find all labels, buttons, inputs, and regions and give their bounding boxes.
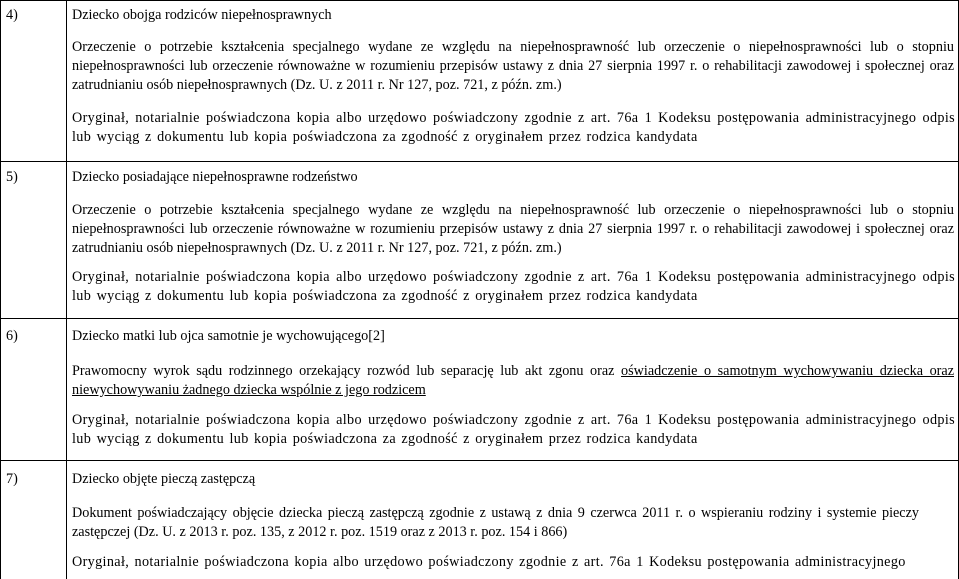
row-number: 5) — [6, 169, 18, 185]
table-column-divider — [66, 0, 67, 579]
row-divider — [0, 161, 959, 162]
requirement-text: Orzeczenie o potrzebie kształcenia specjalnego wydane ze względu na niepełnosprawność lub orzeczenie o niepełnosprawności lub o stopniu niepełnosprawności lub orzeczenie równoważne w rozumieniu przepisów ustawy z dnia 27 sierpnia 1997 r. o rehabilitacji zawodowej i społecznej oraz zatrudnianiu osób niepełnosprawnych (Dz. U. z 2011 r. Nr 127, poz. 721, z późn. zm.) — [72, 202, 954, 256]
row-number: 4) — [6, 7, 18, 23]
row-title: Dziecko posiadające niepełnosprawne rodzeństwo — [72, 169, 358, 185]
requirement-text: Orzeczenie o potrzebie kształcenia specjalnego wydane ze względu na niepełnosprawność lub orzeczenie o niepełnosprawności lub o stopniu niepełnosprawności lub orzeczenie równoważne w rozumieniu przepisów ustawy z dnia 27 sierpnia 1997 r. o rehabilitacji zawodowej i społecznej oraz zatrudnianiu osób niepełnosprawnych (Dz. U. z 2011 r. Nr 127, poz. 721, z późn. zm.) — [72, 39, 954, 93]
table-border-left — [0, 0, 1, 579]
document-form-text: Oryginał, notarialnie poświadczona kopia albo urzędowo poświadczony zgodnie z art. 76a 1 Kodeksu postępowania administracyjnego — [72, 554, 906, 570]
row-divider — [0, 318, 959, 319]
document-form-text: Oryginał, notarialnie poświadczona kopia albo urzędowo poświadczony zgodnie z art. 76a 1 Kodeksu postępowania administracyjnego odpis lub wyciąg z dokumentu lub kopia poświadczona za zgodność z oryginałem przez rodzica kandydata — [72, 269, 955, 304]
row-title: Dziecko obojga rodziców niepełnosprawnych — [72, 7, 332, 23]
document-form-text: Oryginał, notarialnie poświadczona kopia albo urzędowo poświadczony zgodnie z art. 76a 1 Kodeksu postępowania administracyjnego odpis lub wyciąg z dokumentu lub kopia poświadczona za zgodność z oryginałem przez rodzica kandydata — [72, 412, 955, 447]
requirement-text — [72, 362, 954, 400]
requirement-plain-text: Prawomocny wyrok sądu rodzinnego orzekający rozwód lub separację lub akt zgonu oraz — [72, 363, 615, 379]
requirement-underlined-text: oświadczenie o samotnym wychowywaniu dziecka oraz niewychowywaniu żadnego dziecka wspólnie z jego rodzicem — [72, 363, 954, 398]
requirement-text: Dokument poświadczający objęcie dziecka pieczą zastępczą zgodnie z ustawą z dnia 9 czerwca 2011 r. o wspieraniu rodziny i systemie pieczy zastępczej (Dz. U. z 2013 r. poz. 135, z 2012 r. poz. 1519 oraz z 2013 r. poz. 154 i 866) — [72, 505, 919, 540]
table-border-top — [0, 0, 959, 1]
row-title: Dziecko objęte pieczą zastępczą — [72, 471, 256, 487]
row-number: 6) — [6, 328, 18, 344]
document-form-text: Oryginał, notarialnie poświadczona kopia albo urzędowo poświadczony zgodnie z art. 76a 1 Kodeksu postępowania administracyjnego odpis lub wyciąg z dokumentu lub kopia poświadczona za zgodność z oryginałem przez rodzica kandydata — [72, 110, 955, 145]
row-divider — [0, 460, 959, 461]
row-number: 7) — [6, 471, 18, 487]
row-title: Dziecko matki lub ojca samotnie je wychowującego[2] — [72, 328, 385, 344]
